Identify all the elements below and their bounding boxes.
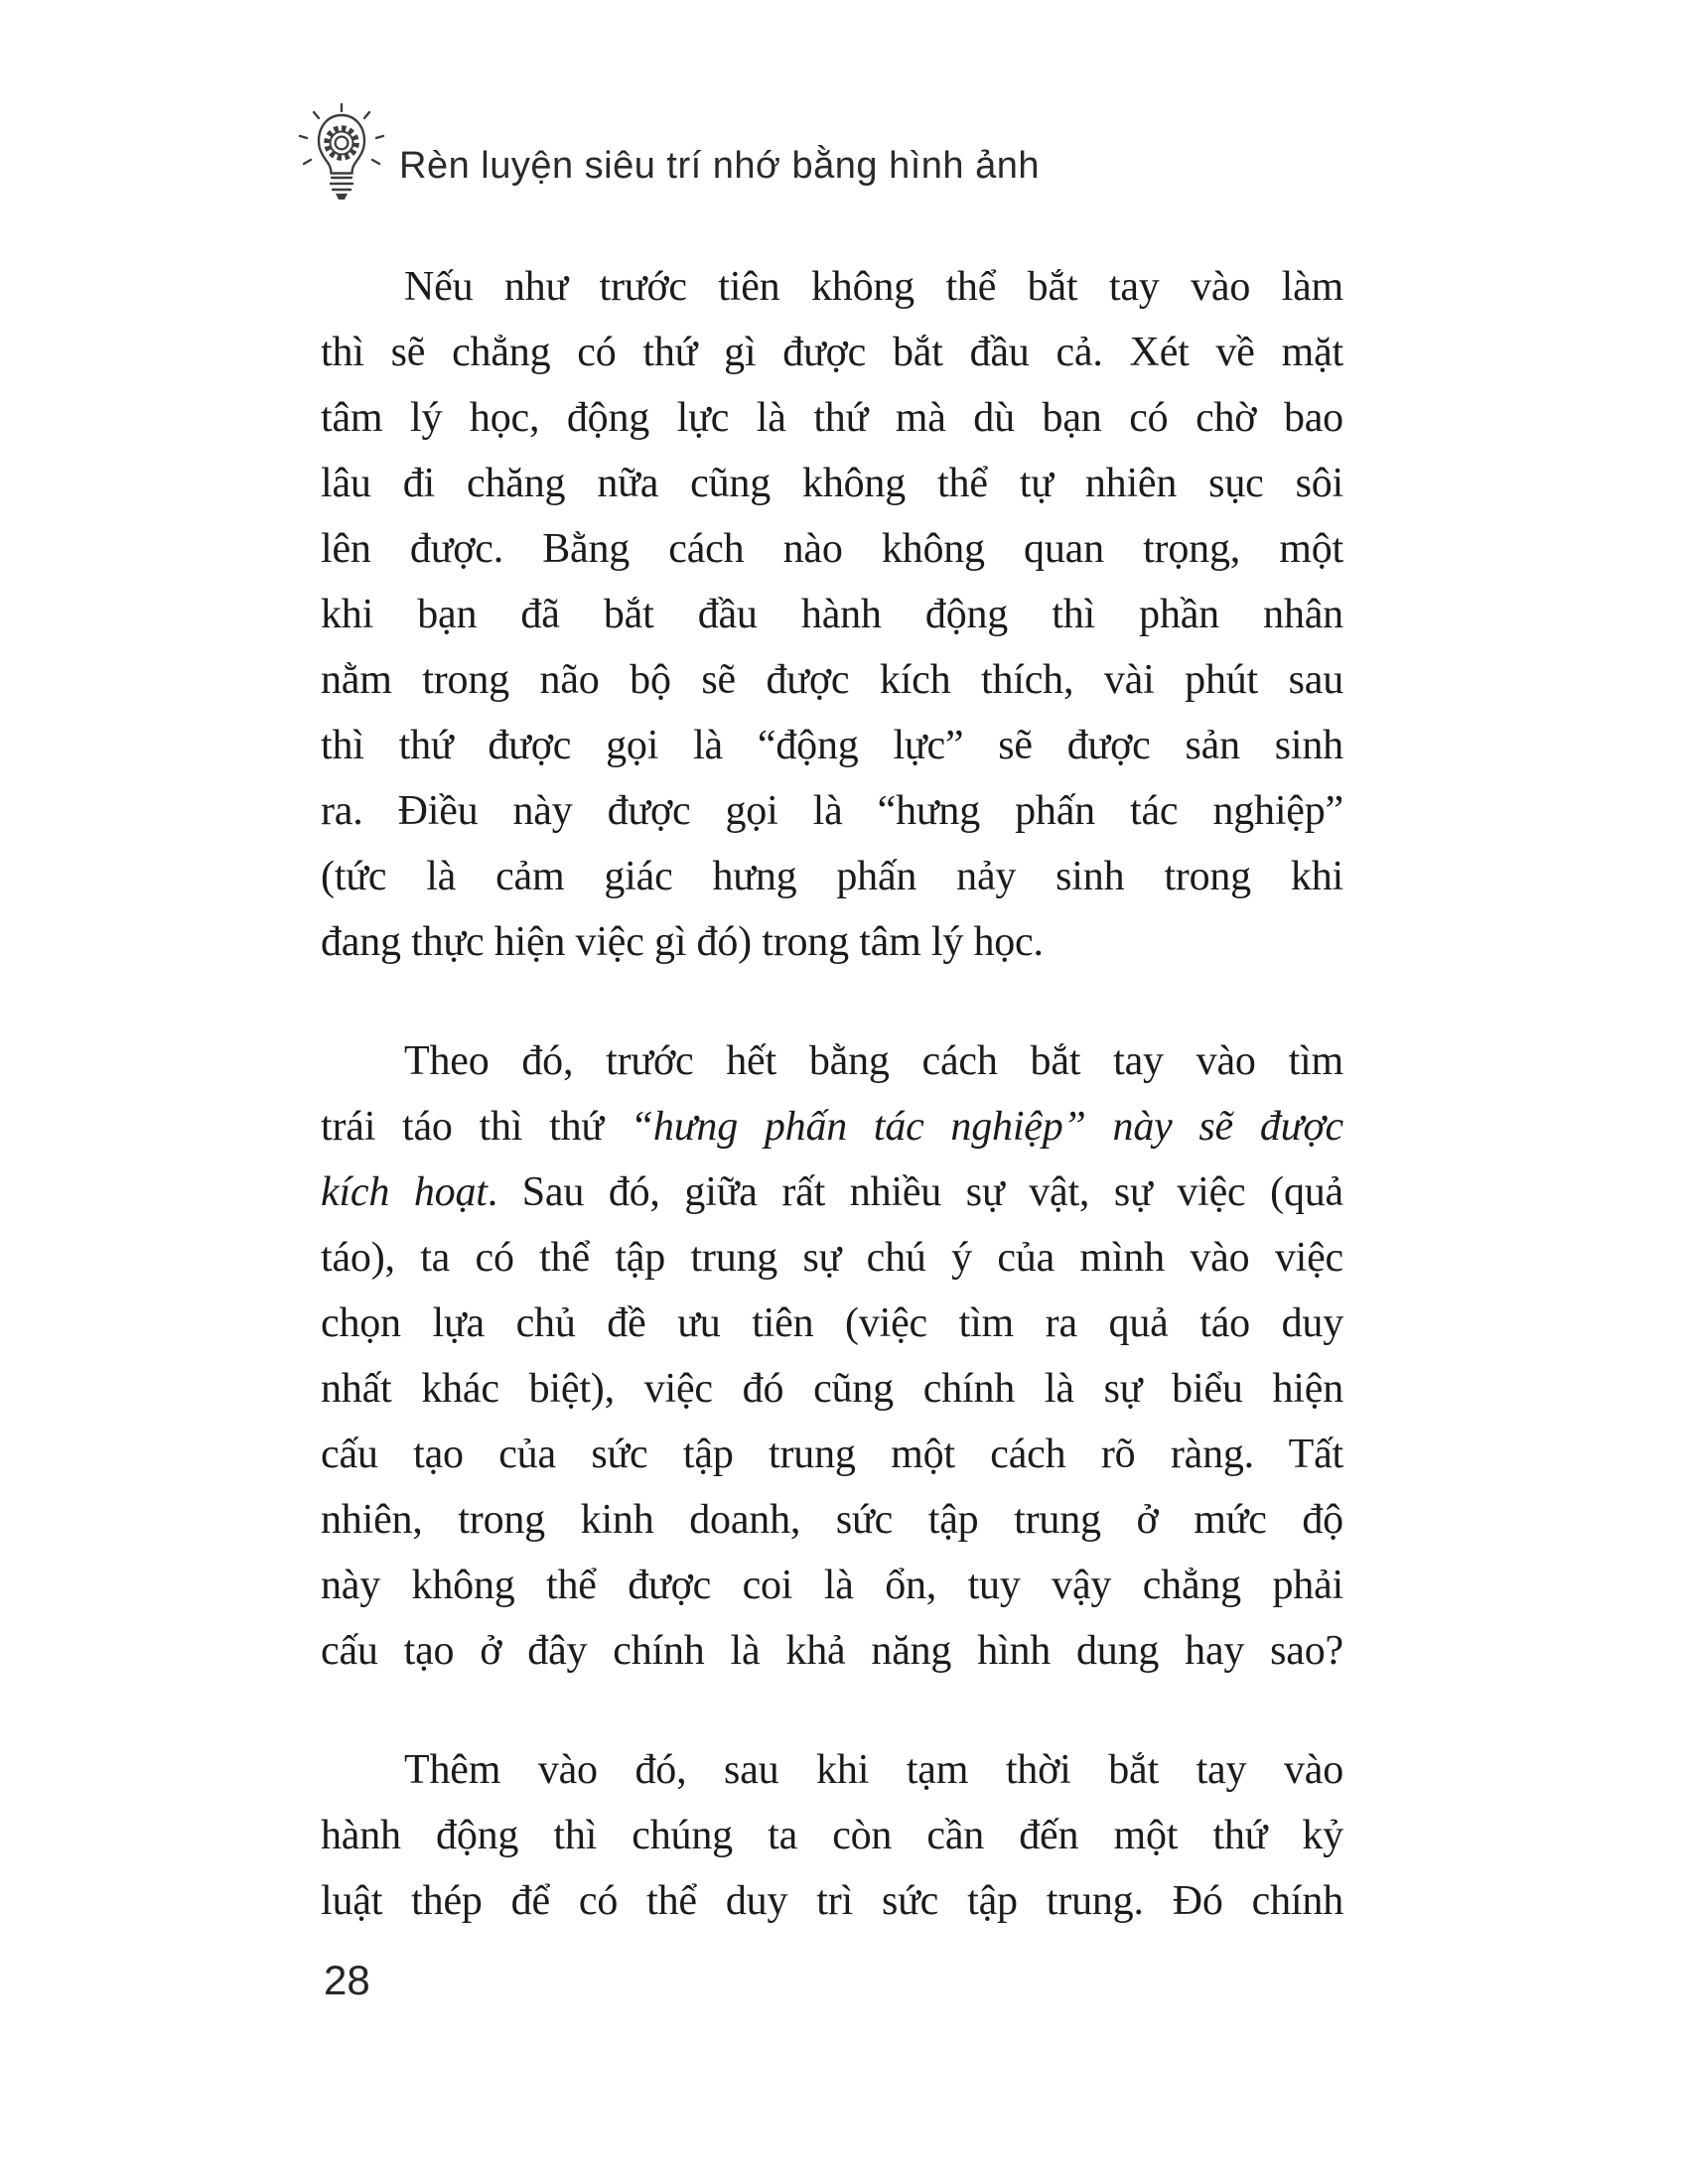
text-segment: lên được. Bằng cách nào không quan trọng, một [321,526,1343,572]
paragraph [321,1028,1343,1684]
text-segment: tâm lý học, động lực là thứ mà dù bạn có chờ bao [321,395,1343,441]
text-line [321,1868,1343,1934]
text-line [321,1487,1343,1553]
text-line [321,1356,1343,1422]
text-line [321,713,1343,778]
running-head-title: Rèn luyện siêu trí nhớ bằng hình ảnh [399,145,1041,187]
paragraph [321,1737,1343,1934]
text-line [321,582,1343,647]
text-line [321,516,1343,582]
page-number: 28 [324,1957,370,2003]
gear [327,128,356,158]
text-line [321,320,1343,385]
text-segment: hành động thì chúng ta còn cần đến một thứ kỷ [321,1813,1343,1858]
text-segment: cấu tạo của sức tập trung một cách rõ ràng. Tất [321,1432,1343,1477]
text-line [321,1028,1343,1094]
text-segment: nằm trong não bộ sẽ được kích thích, vài phút sau [321,657,1343,703]
text-line [321,254,1343,320]
text-line [321,385,1343,451]
text-segment: thì thứ được gọi là “động lực” sẽ được sản sinh [321,723,1343,768]
text-line [321,451,1343,516]
text-line [321,909,1343,975]
text-segment: ra. Điều này được gọi là “hưng phấn tác nghiệp” [321,788,1343,834]
text-segment: Nếu như trước tiên không thể bắt tay vào làm [404,264,1343,310]
text-segment: thì sẽ chẳng có thứ gì được bắt đầu cả. Xét về mặt [321,330,1343,375]
text-line [321,1094,1343,1160]
text-line [321,1553,1343,1618]
text-segment: . Sau đó, giữa rất nhiều sự vật, sự việc (quả [487,1169,1344,1215]
text-line [321,1422,1343,1487]
lightbulb-gear-icon [298,103,385,206]
bulb-tip [336,194,348,200]
text-line [321,844,1343,909]
bulb-base [331,178,352,190]
italic-text-segment: “hưng phấn tác nghiệp” này sẽ được [630,1104,1343,1150]
paragraph [321,254,1343,975]
text-segment: (tức là cảm giác hưng phấn nảy sinh trong khi [321,854,1343,899]
text-line [321,1737,1343,1803]
text-segment: Theo đó, trước hết bằng cách bắt tay vào tìm [404,1038,1343,1084]
text-segment: Thêm vào đó, sau khi tạm thời bắt tay vào [404,1747,1343,1793]
text-line [321,1803,1343,1868]
text-segment: này không thể được coi là ổn, tuy vậy chẳng phải [321,1563,1343,1608]
text-segment: lâu đi chăng nữa cũng không thể tự nhiên sục sôi [321,461,1343,506]
text-segment: đang thực hiện việc gì đó) trong tâm lý học. [321,919,1044,965]
text-segment: trái táo thì thứ [321,1104,631,1150]
text-segment: nhất khác biệt), việc đó cũng chính là sự biểu hiện [321,1366,1343,1412]
text-segment: cấu tạo ở đây chính là khả năng hình dung hay sao? [321,1628,1343,1674]
italic-text-segment: kích hoạt [321,1169,488,1215]
text-line [321,778,1343,844]
text-segment: luật thép để có thể duy trì sức tập trung. Đó chính [321,1878,1343,1924]
text-segment: nhiên, trong kinh doanh, sức tập trung ở mức độ [321,1497,1343,1543]
text-line [321,647,1343,713]
text-line [321,1291,1343,1356]
text-line [321,1225,1343,1291]
text-segment: khi bạn đã bắt đầu hành động thì phần nhân [321,592,1343,637]
text-segment: chọn lựa chủ đề ưu tiên (việc tìm ra quả táo duy [321,1300,1343,1346]
text-line [321,1160,1343,1225]
body-text [321,254,1343,1987]
text-line [321,1618,1343,1684]
text-segment: táo), ta có thể tập trung sự chú ý của mình vào việc [321,1235,1343,1281]
